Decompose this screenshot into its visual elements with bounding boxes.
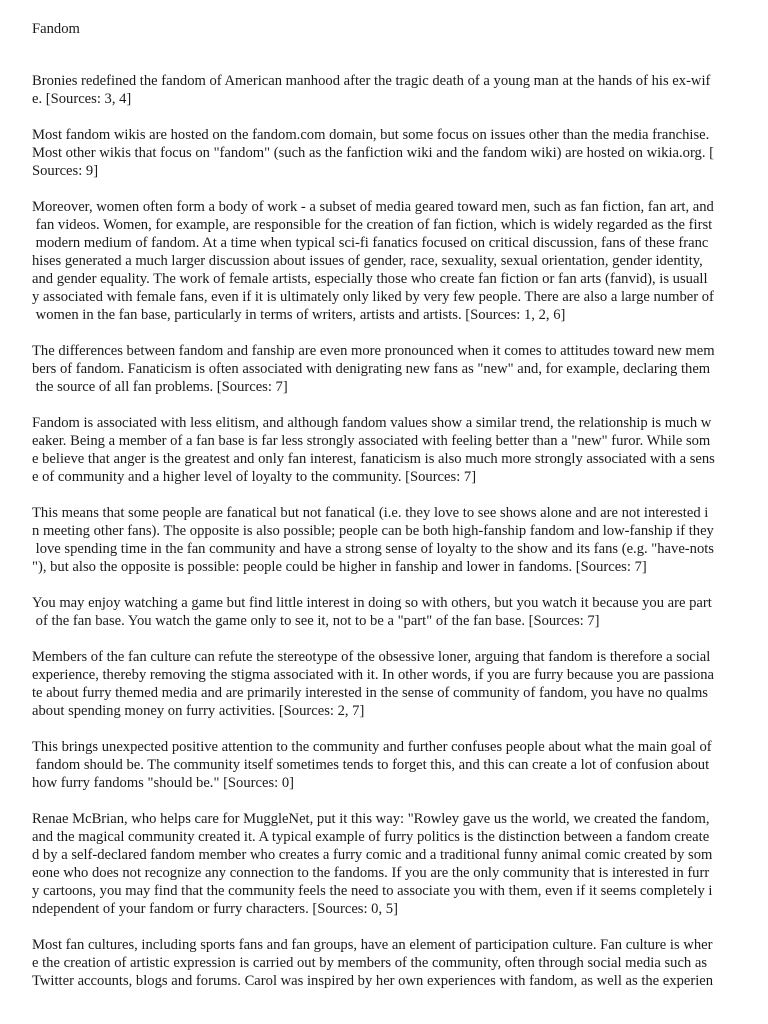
paragraph bbox=[32, 198, 742, 324]
text-line: fan videos. Women, for example, are responsible for the creation of fan fiction, which is widely regarded as the first bbox=[32, 217, 713, 233]
paragraph bbox=[32, 648, 742, 720]
text-line: This means that some people are fanatical but not fanatical (i.e. they love to see shows alone and are not interested i bbox=[32, 505, 709, 521]
document-title: Fandom bbox=[32, 21, 80, 37]
text-line: Bronies redefined the fandom of American manhood after the tragic death of a young man at the hands of his ex-wif bbox=[32, 73, 711, 89]
text-line: Sources: 9] bbox=[32, 163, 99, 179]
text-line: d by a self-declared fandom member who creates a furry comic and a traditional funny animal comic created by som bbox=[32, 847, 713, 863]
text-line: ndependent of your fandom or furry characters. [Sources: 0, 5] bbox=[32, 901, 398, 917]
paragraph bbox=[32, 126, 742, 180]
text-line: te about furry themed media and are primarily interested in the sense of community of fandom, you have no qualms bbox=[32, 685, 708, 701]
text-line: Twitter accounts, blogs and forums. Carol was inspired by her own experiences with fandom, as well as the experien bbox=[32, 973, 714, 989]
paragraph bbox=[32, 72, 742, 108]
text-line: n meeting other fans). The opposite is also possible; people can be both high-fanship fandom and low-fanship if they bbox=[32, 523, 714, 539]
text-line: and the magical community created it. A typical example of furry politics is the distinction between a fandom create bbox=[32, 829, 710, 845]
text-line: modern medium of fandom. At a time when typical sci-fi fanatics focused on critical discussion, fans of these franc bbox=[32, 235, 709, 251]
text-line: y cartoons, you may find that the community feels the need to associate you with them, even if it seems completely i bbox=[32, 883, 713, 899]
paragraph bbox=[32, 936, 742, 990]
text-line: how furry fandoms "should be." [Sources: 0] bbox=[32, 775, 294, 791]
text-line: Renae McBrian, who helps care for MuggleNet, put it this way: "Rowley gave us the world, we created the fandom, bbox=[32, 811, 710, 827]
text-line: bers of fandom. Fanaticism is often associated with denigrating new fans as "new" and, for example, declaring them bbox=[32, 361, 711, 377]
text-line: women in the fan base, particularly in terms of writers, artists and artists. [Sources: 1, 2, 6] bbox=[32, 307, 566, 323]
paragraph bbox=[32, 738, 742, 792]
text-line: This brings unexpected positive attention to the community and further confuses people about what the main goal of bbox=[32, 739, 712, 755]
text-line: hises generated a much larger discussion about issues of gender, race, sexuality, sexual orientation, gender identity, bbox=[32, 253, 703, 269]
text-line: e believe that anger is the greatest and only fan interest, fanaticism is also much more strongly associated with a sens bbox=[32, 451, 715, 467]
text-line: about spending money on furry activities. [Sources: 2, 7] bbox=[32, 703, 365, 719]
text-line: Most fan cultures, including sports fans and fan groups, have an element of participation culture. Fan culture is wher bbox=[32, 937, 713, 953]
paragraph bbox=[32, 342, 742, 396]
text-line: Members of the fan culture can refute the stereotype of the obsessive loner, arguing that fandom is therefore a social bbox=[32, 649, 711, 665]
text-line: You may enjoy watching a game but find little interest in doing so with others, but you watch it because you are part bbox=[32, 595, 712, 611]
text-line: experience, thereby removing the stigma associated with it. In other words, if you are furry because you are passiona bbox=[32, 667, 715, 683]
text-line: Most fandom wikis are hosted on the fandom.com domain, but some focus on issues other than the media franchise. bbox=[32, 127, 710, 143]
text-line: fandom should be. The community itself sometimes tends to forget this, and this can create a lot of confusion about bbox=[32, 757, 710, 773]
text-line: and gender equality. The work of female artists, especially those who create fan fiction or fan arts (fanvid), is usuall bbox=[32, 271, 708, 287]
text-line: of the fan base. You watch the game only to see it, not to be a "part" of the fan base. [Sources: 7] bbox=[32, 613, 600, 629]
text-line: y associated with female fans, even if it is ultimately only liked by very few people. There are also a large number of bbox=[32, 289, 714, 305]
paragraph bbox=[32, 594, 742, 630]
text-line: e. [Sources: 3, 4] bbox=[32, 91, 132, 107]
text-line: the source of all fan problems. [Sources: 7] bbox=[32, 379, 288, 395]
paragraph bbox=[32, 504, 742, 576]
text-line: Most other wikis that focus on "fandom" (such as the fanfiction wiki and the fandom wiki) are hosted on wikia.org. [ bbox=[32, 145, 715, 161]
text-line: e the creation of artistic expression is carried out by members of the community, often through social media such as bbox=[32, 955, 708, 971]
paragraph bbox=[32, 810, 742, 918]
text-line: The differences between fandom and fanship are even more pronounced when it comes to attitudes toward new mem bbox=[32, 343, 715, 359]
text-line: e of community and a higher level of loyalty to the community. [Sources: 7] bbox=[32, 469, 477, 485]
text-line: Moreover, women often form a body of work - a subset of media geared toward men, such as fan fiction, fan art, and bbox=[32, 199, 714, 215]
text-line: eone who does not recognize any connection to the fandoms. If you are the only community that is interested in furr bbox=[32, 865, 710, 881]
text-line: Fandom is associated with less elitism, and although fandom values show a similar trend, the relationship is much w bbox=[32, 415, 712, 431]
text-line: love spending time in the fan community and have a strong sense of loyalty to the show and its fans (e.g. "have-nots bbox=[32, 541, 714, 557]
text-line: "), but also the opposite is possible: people could be higher in fanship and lower in fandoms. [Sources: 7] bbox=[32, 559, 647, 575]
paragraph bbox=[32, 414, 742, 486]
text-line: eaker. Being a member of a fan base is far less strongly associated with feeling better than a "new" furor. While som bbox=[32, 433, 711, 449]
